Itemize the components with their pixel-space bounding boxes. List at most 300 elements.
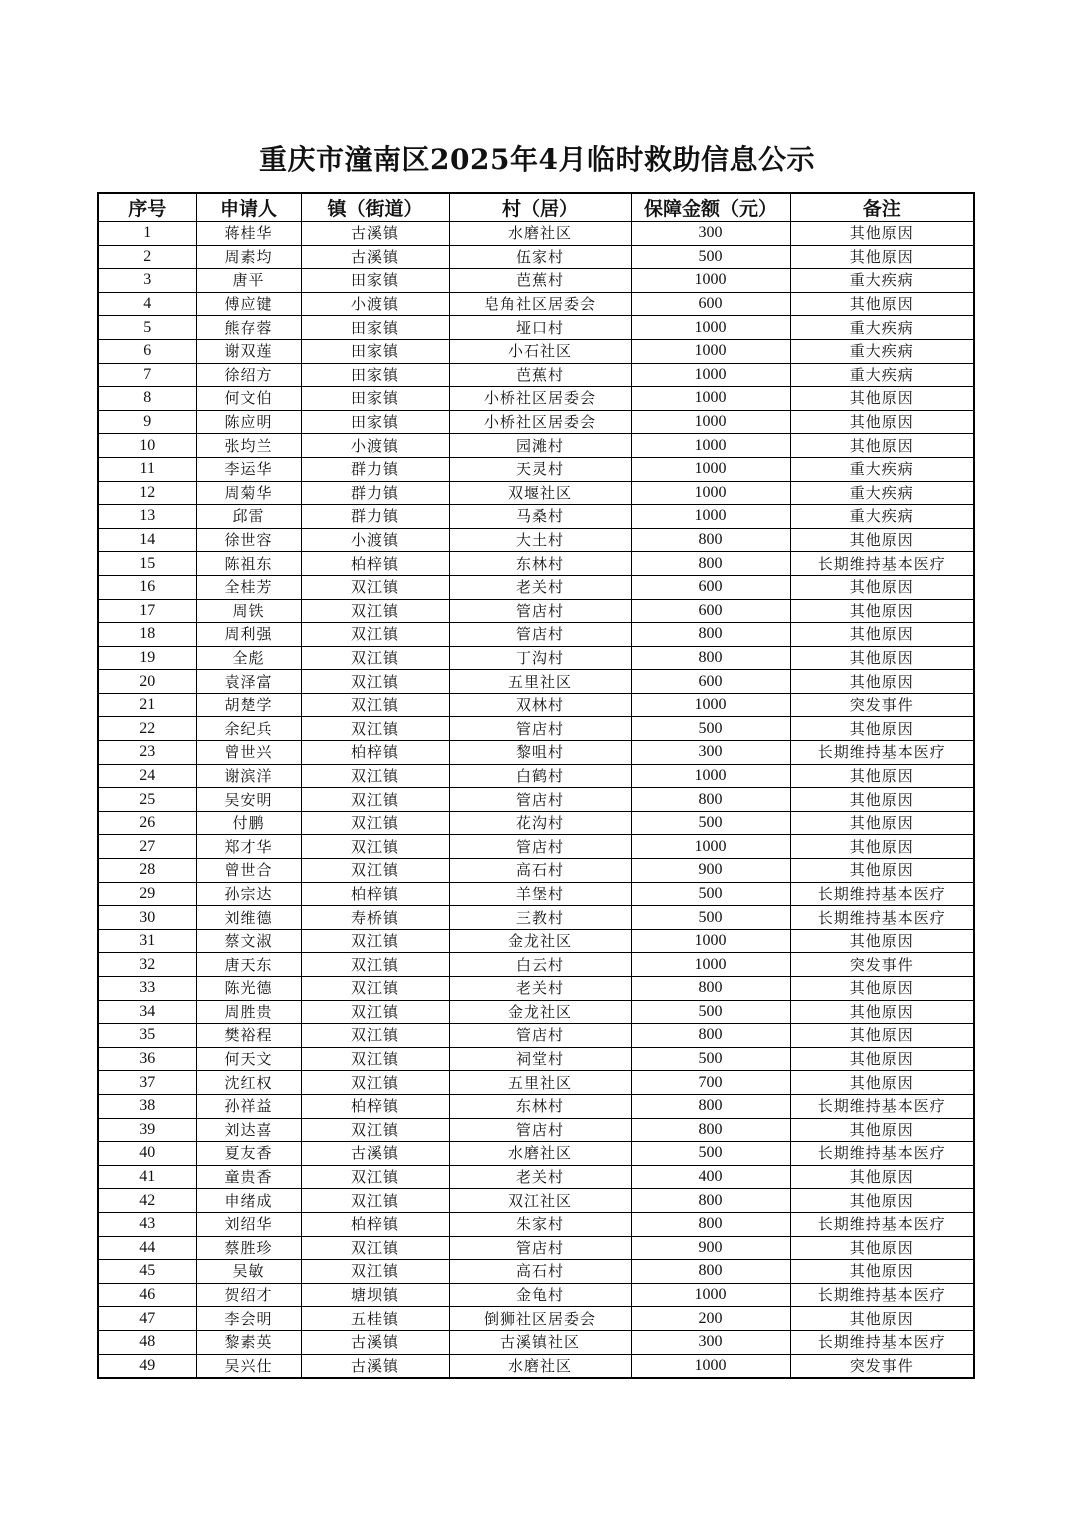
table-row <box>98 481 974 505</box>
cell-town: 双江镇 <box>301 929 449 953</box>
cell-town: 双江镇 <box>301 1024 449 1048</box>
cell-serial-number: 21 <box>98 693 196 717</box>
cell-town: 双江镇 <box>301 953 449 977</box>
cell-village: 老关村 <box>449 1165 631 1189</box>
cell-town: 小渡镇 <box>301 528 449 552</box>
cell-village: 白鹤村 <box>449 764 631 788</box>
cell-serial-number: 26 <box>98 811 196 835</box>
cell-remark: 其他原因 <box>790 434 974 458</box>
table-row <box>98 1260 974 1284</box>
table-row <box>98 269 974 293</box>
cell-town: 柏梓镇 <box>301 552 449 576</box>
cell-amount: 1000 <box>631 457 790 481</box>
cell-applicant: 蒋桂华 <box>196 222 301 246</box>
cell-serial-number: 17 <box>98 599 196 623</box>
cell-town: 双江镇 <box>301 788 449 812</box>
cell-village: 倒狮社区居委会 <box>449 1307 631 1331</box>
cell-serial-number: 16 <box>98 575 196 599</box>
cell-amount: 1000 <box>631 1354 790 1378</box>
cell-serial-number: 5 <box>98 316 196 340</box>
cell-amount: 600 <box>631 292 790 316</box>
header-village: 村（居） <box>449 193 631 222</box>
cell-amount: 800 <box>631 552 790 576</box>
cell-serial-number: 49 <box>98 1354 196 1378</box>
cell-village: 小桥社区居委会 <box>449 387 631 411</box>
table-row <box>98 1283 974 1307</box>
cell-amount: 500 <box>631 245 790 269</box>
cell-town: 田家镇 <box>301 339 449 363</box>
cell-serial-number: 27 <box>98 835 196 859</box>
cell-town: 双江镇 <box>301 1118 449 1142</box>
cell-remark: 其他原因 <box>790 1236 974 1260</box>
cell-amount: 800 <box>631 977 790 1001</box>
cell-applicant: 刘维德 <box>196 906 301 930</box>
cell-serial-number: 19 <box>98 646 196 670</box>
table-row <box>98 623 974 647</box>
table-row <box>98 953 974 977</box>
cell-applicant: 邱雷 <box>196 505 301 529</box>
cell-town: 双江镇 <box>301 1000 449 1024</box>
table-row <box>98 906 974 930</box>
cell-serial-number: 46 <box>98 1283 196 1307</box>
table-row <box>98 1071 974 1095</box>
cell-village: 水磨社区 <box>449 222 631 246</box>
cell-amount: 800 <box>631 1094 790 1118</box>
cell-remark: 重大疾病 <box>790 505 974 529</box>
cell-serial-number: 40 <box>98 1142 196 1166</box>
cell-town: 双江镇 <box>301 1047 449 1071</box>
cell-remark: 长期维持基本医疗 <box>790 1142 974 1166</box>
table-row <box>98 363 974 387</box>
cell-serial-number: 47 <box>98 1307 196 1331</box>
cell-remark: 其他原因 <box>790 929 974 953</box>
cell-village: 水磨社区 <box>449 1142 631 1166</box>
cell-serial-number: 22 <box>98 717 196 741</box>
cell-amount: 1000 <box>631 693 790 717</box>
cell-applicant: 周素均 <box>196 245 301 269</box>
table-row <box>98 1165 974 1189</box>
cell-town: 双江镇 <box>301 859 449 883</box>
cell-remark: 其他原因 <box>790 1189 974 1213</box>
cell-town: 柏梓镇 <box>301 1094 449 1118</box>
cell-applicant: 全桂芳 <box>196 575 301 599</box>
cell-village: 芭蕉村 <box>449 269 631 293</box>
cell-village: 管店村 <box>449 788 631 812</box>
cell-applicant: 沈红权 <box>196 1071 301 1095</box>
cell-village: 大土村 <box>449 528 631 552</box>
cell-amount: 800 <box>631 1118 790 1142</box>
cell-amount: 1000 <box>631 387 790 411</box>
cell-town: 双江镇 <box>301 835 449 859</box>
cell-remark: 其他原因 <box>790 1260 974 1284</box>
cell-applicant: 周铁 <box>196 599 301 623</box>
cell-village: 马桑村 <box>449 505 631 529</box>
cell-town: 塘坝镇 <box>301 1283 449 1307</box>
cell-town: 群力镇 <box>301 481 449 505</box>
cell-amount: 600 <box>631 575 790 599</box>
table-row <box>98 1047 974 1071</box>
cell-village: 管店村 <box>449 623 631 647</box>
relief-table <box>97 192 975 1379</box>
table-row <box>98 788 974 812</box>
cell-town: 小渡镇 <box>301 292 449 316</box>
cell-remark: 其他原因 <box>790 670 974 694</box>
cell-town: 田家镇 <box>301 316 449 340</box>
cell-remark: 其他原因 <box>790 1071 974 1095</box>
cell-village: 金龙社区 <box>449 929 631 953</box>
cell-serial-number: 28 <box>98 859 196 883</box>
table-row <box>98 811 974 835</box>
cell-applicant: 贺绍才 <box>196 1283 301 1307</box>
cell-town: 古溪镇 <box>301 1354 449 1378</box>
cell-amount: 800 <box>631 1024 790 1048</box>
cell-remark: 长期维持基本医疗 <box>790 1212 974 1236</box>
table-row <box>98 717 974 741</box>
table-row <box>98 505 974 529</box>
cell-village: 东林村 <box>449 552 631 576</box>
cell-village: 古溪镇社区 <box>449 1330 631 1354</box>
cell-remark: 长期维持基本医疗 <box>790 882 974 906</box>
cell-village: 园滩村 <box>449 434 631 458</box>
cell-serial-number: 2 <box>98 245 196 269</box>
cell-applicant: 吴兴仕 <box>196 1354 301 1378</box>
table-row <box>98 434 974 458</box>
cell-amount: 800 <box>631 528 790 552</box>
cell-amount: 500 <box>631 717 790 741</box>
cell-town: 双江镇 <box>301 1071 449 1095</box>
cell-amount: 600 <box>631 599 790 623</box>
cell-town: 双江镇 <box>301 1236 449 1260</box>
cell-applicant: 孙祥益 <box>196 1094 301 1118</box>
cell-serial-number: 39 <box>98 1118 196 1142</box>
cell-applicant: 傅应键 <box>196 292 301 316</box>
cell-remark: 重大疾病 <box>790 339 974 363</box>
cell-remark: 其他原因 <box>790 1024 974 1048</box>
header-applicant: 申请人 <box>196 193 301 222</box>
cell-remark: 重大疾病 <box>790 457 974 481</box>
cell-amount: 500 <box>631 1000 790 1024</box>
cell-applicant: 陈祖东 <box>196 552 301 576</box>
cell-remark: 突发事件 <box>790 693 974 717</box>
header-amount: 保障金额（元） <box>631 193 790 222</box>
table-row <box>98 1212 974 1236</box>
cell-amount: 500 <box>631 1142 790 1166</box>
cell-applicant: 袁泽富 <box>196 670 301 694</box>
cell-serial-number: 8 <box>98 387 196 411</box>
cell-amount: 1000 <box>631 363 790 387</box>
table-row <box>98 599 974 623</box>
cell-serial-number: 29 <box>98 882 196 906</box>
table-row <box>98 410 974 434</box>
cell-applicant: 黎素英 <box>196 1330 301 1354</box>
cell-town: 双江镇 <box>301 575 449 599</box>
cell-remark: 其他原因 <box>790 1165 974 1189</box>
cell-serial-number: 44 <box>98 1236 196 1260</box>
table-row <box>98 292 974 316</box>
header-town: 镇（街道） <box>301 193 449 222</box>
cell-village: 双堰社区 <box>449 481 631 505</box>
table-row <box>98 741 974 765</box>
cell-amount: 1000 <box>631 434 790 458</box>
cell-serial-number: 13 <box>98 505 196 529</box>
cell-amount: 300 <box>631 222 790 246</box>
cell-town: 双江镇 <box>301 717 449 741</box>
table-row <box>98 1094 974 1118</box>
cell-serial-number: 1 <box>98 222 196 246</box>
cell-village: 黎咀村 <box>449 741 631 765</box>
table-row <box>98 1189 974 1213</box>
cell-village: 羊堡村 <box>449 882 631 906</box>
cell-serial-number: 6 <box>98 339 196 363</box>
cell-remark: 其他原因 <box>790 528 974 552</box>
cell-remark: 其他原因 <box>790 387 974 411</box>
cell-remark: 其他原因 <box>790 1047 974 1071</box>
cell-town: 古溪镇 <box>301 222 449 246</box>
cell-applicant: 孙宗达 <box>196 882 301 906</box>
table-row <box>98 1000 974 1024</box>
cell-serial-number: 25 <box>98 788 196 812</box>
cell-town: 柏梓镇 <box>301 741 449 765</box>
cell-town: 双江镇 <box>301 1165 449 1189</box>
cell-amount: 800 <box>631 1260 790 1284</box>
cell-village: 管店村 <box>449 717 631 741</box>
cell-village: 管店村 <box>449 1024 631 1048</box>
page-title: 重庆市潼南区2025年4月临时救助信息公示 <box>259 143 815 176</box>
cell-amount: 500 <box>631 882 790 906</box>
cell-remark: 长期维持基本医疗 <box>790 1283 974 1307</box>
cell-applicant: 曾世兴 <box>196 741 301 765</box>
table-row <box>98 552 974 576</box>
cell-village: 皂角社区居委会 <box>449 292 631 316</box>
cell-amount: 1000 <box>631 316 790 340</box>
cell-serial-number: 24 <box>98 764 196 788</box>
cell-amount: 1000 <box>631 1283 790 1307</box>
cell-serial-number: 41 <box>98 1165 196 1189</box>
cell-town: 双江镇 <box>301 1260 449 1284</box>
cell-remark: 重大疾病 <box>790 363 974 387</box>
table-row <box>98 859 974 883</box>
cell-remark: 其他原因 <box>790 623 974 647</box>
cell-serial-number: 48 <box>98 1330 196 1354</box>
cell-amount: 300 <box>631 741 790 765</box>
cell-applicant: 唐天东 <box>196 953 301 977</box>
cell-amount: 1000 <box>631 929 790 953</box>
cell-village: 丁沟村 <box>449 646 631 670</box>
cell-serial-number: 20 <box>98 670 196 694</box>
cell-serial-number: 37 <box>98 1071 196 1095</box>
cell-applicant: 郑才华 <box>196 835 301 859</box>
cell-applicant: 曾世合 <box>196 859 301 883</box>
cell-amount: 300 <box>631 1330 790 1354</box>
cell-village: 双林村 <box>449 693 631 717</box>
cell-village: 花沟村 <box>449 811 631 835</box>
cell-remark: 其他原因 <box>790 599 974 623</box>
cell-serial-number: 38 <box>98 1094 196 1118</box>
cell-serial-number: 9 <box>98 410 196 434</box>
cell-remark: 重大疾病 <box>790 316 974 340</box>
cell-village: 管店村 <box>449 599 631 623</box>
cell-amount: 1000 <box>631 764 790 788</box>
cell-village: 水磨社区 <box>449 1354 631 1378</box>
cell-remark: 其他原因 <box>790 575 974 599</box>
table-row <box>98 929 974 953</box>
cell-applicant: 申绪成 <box>196 1189 301 1213</box>
cell-remark: 其他原因 <box>790 717 974 741</box>
cell-applicant: 付鹏 <box>196 811 301 835</box>
cell-amount: 800 <box>631 1189 790 1213</box>
cell-amount: 500 <box>631 1047 790 1071</box>
cell-amount: 500 <box>631 906 790 930</box>
cell-amount: 1000 <box>631 505 790 529</box>
cell-applicant: 谢双莲 <box>196 339 301 363</box>
cell-applicant: 陈光德 <box>196 977 301 1001</box>
cell-amount: 1000 <box>631 481 790 505</box>
cell-serial-number: 32 <box>98 953 196 977</box>
cell-applicant: 周胜贵 <box>196 1000 301 1024</box>
table-row <box>98 693 974 717</box>
table-row <box>98 387 974 411</box>
cell-town: 柏梓镇 <box>301 1212 449 1236</box>
cell-town: 古溪镇 <box>301 245 449 269</box>
cell-town: 古溪镇 <box>301 1330 449 1354</box>
table-row <box>98 646 974 670</box>
cell-applicant: 张均兰 <box>196 434 301 458</box>
cell-village: 高石村 <box>449 859 631 883</box>
cell-town: 双江镇 <box>301 693 449 717</box>
cell-town: 双江镇 <box>301 811 449 835</box>
cell-applicant: 刘达喜 <box>196 1118 301 1142</box>
cell-remark: 长期维持基本医疗 <box>790 552 974 576</box>
cell-applicant: 全彪 <box>196 646 301 670</box>
cell-remark: 长期维持基本医疗 <box>790 741 974 765</box>
table-row <box>98 339 974 363</box>
cell-village: 管店村 <box>449 1118 631 1142</box>
cell-serial-number: 18 <box>98 623 196 647</box>
cell-serial-number: 12 <box>98 481 196 505</box>
cell-village: 高石村 <box>449 1260 631 1284</box>
cell-village: 管店村 <box>449 1236 631 1260</box>
table-row <box>98 977 974 1001</box>
cell-remark: 其他原因 <box>790 222 974 246</box>
cell-amount: 1000 <box>631 339 790 363</box>
cell-town: 田家镇 <box>301 387 449 411</box>
cell-town: 双江镇 <box>301 646 449 670</box>
cell-amount: 200 <box>631 1307 790 1331</box>
cell-serial-number: 34 <box>98 1000 196 1024</box>
cell-serial-number: 10 <box>98 434 196 458</box>
cell-town: 田家镇 <box>301 269 449 293</box>
cell-town: 双江镇 <box>301 670 449 694</box>
cell-applicant: 蔡胜珍 <box>196 1236 301 1260</box>
cell-remark: 重大疾病 <box>790 481 974 505</box>
table-row <box>98 882 974 906</box>
cell-serial-number: 3 <box>98 269 196 293</box>
cell-serial-number: 45 <box>98 1260 196 1284</box>
cell-remark: 其他原因 <box>790 1118 974 1142</box>
cell-applicant: 童贵香 <box>196 1165 301 1189</box>
cell-serial-number: 43 <box>98 1212 196 1236</box>
table-row <box>98 1236 974 1260</box>
cell-applicant: 刘绍华 <box>196 1212 301 1236</box>
cell-town: 群力镇 <box>301 505 449 529</box>
cell-serial-number: 4 <box>98 292 196 316</box>
cell-serial-number: 15 <box>98 552 196 576</box>
table-row <box>98 528 974 552</box>
cell-applicant: 周菊华 <box>196 481 301 505</box>
cell-applicant: 樊裕程 <box>196 1024 301 1048</box>
table-row <box>98 245 974 269</box>
table-row <box>98 222 974 246</box>
cell-remark: 长期维持基本医疗 <box>790 1330 974 1354</box>
table-row <box>98 575 974 599</box>
cell-town: 双江镇 <box>301 764 449 788</box>
table-row <box>98 1024 974 1048</box>
cell-applicant: 胡楚学 <box>196 693 301 717</box>
cell-village: 五里社区 <box>449 1071 631 1095</box>
cell-town: 田家镇 <box>301 410 449 434</box>
cell-remark: 其他原因 <box>790 1000 974 1024</box>
cell-serial-number: 7 <box>98 363 196 387</box>
cell-town: 柏梓镇 <box>301 882 449 906</box>
cell-village: 祠堂村 <box>449 1047 631 1071</box>
cell-applicant: 何天文 <box>196 1047 301 1071</box>
cell-village: 垭口村 <box>449 316 631 340</box>
cell-amount: 800 <box>631 1212 790 1236</box>
cell-serial-number: 42 <box>98 1189 196 1213</box>
cell-remark: 其他原因 <box>790 1307 974 1331</box>
cell-town: 田家镇 <box>301 363 449 387</box>
cell-remark: 其他原因 <box>790 292 974 316</box>
cell-amount: 800 <box>631 623 790 647</box>
cell-town: 双江镇 <box>301 1189 449 1213</box>
table-row <box>98 1354 974 1378</box>
cell-applicant: 徐绍方 <box>196 363 301 387</box>
cell-village: 老关村 <box>449 575 631 599</box>
cell-village: 芭蕉村 <box>449 363 631 387</box>
cell-applicant: 何文伯 <box>196 387 301 411</box>
cell-applicant: 李会明 <box>196 1307 301 1331</box>
cell-remark: 其他原因 <box>790 410 974 434</box>
cell-amount: 400 <box>631 1165 790 1189</box>
cell-applicant: 陈应明 <box>196 410 301 434</box>
cell-remark: 其他原因 <box>790 859 974 883</box>
table-row <box>98 670 974 694</box>
cell-serial-number: 11 <box>98 457 196 481</box>
cell-remark: 突发事件 <box>790 953 974 977</box>
cell-amount: 1000 <box>631 953 790 977</box>
cell-village: 金龙社区 <box>449 1000 631 1024</box>
cell-village: 小石社区 <box>449 339 631 363</box>
cell-amount: 800 <box>631 646 790 670</box>
cell-applicant: 吴敏 <box>196 1260 301 1284</box>
cell-applicant: 吴安明 <box>196 788 301 812</box>
cell-applicant: 周利强 <box>196 623 301 647</box>
cell-town: 双江镇 <box>301 623 449 647</box>
cell-amount: 800 <box>631 788 790 812</box>
cell-applicant: 李运华 <box>196 457 301 481</box>
cell-remark: 其他原因 <box>790 764 974 788</box>
cell-village: 白云村 <box>449 953 631 977</box>
cell-amount: 600 <box>631 670 790 694</box>
cell-serial-number: 36 <box>98 1047 196 1071</box>
cell-village: 天灵村 <box>449 457 631 481</box>
cell-village: 管店村 <box>449 835 631 859</box>
cell-remark: 重大疾病 <box>790 269 974 293</box>
cell-amount: 900 <box>631 859 790 883</box>
cell-remark: 其他原因 <box>790 835 974 859</box>
cell-town: 群力镇 <box>301 457 449 481</box>
table-row <box>98 1142 974 1166</box>
